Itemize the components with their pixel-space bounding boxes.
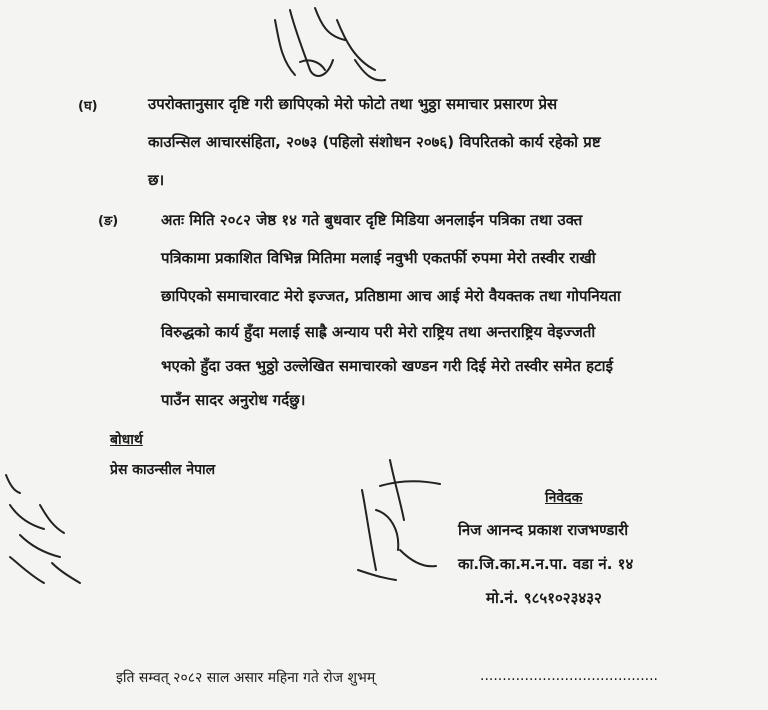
para-nga-line: पाउँन सादर अनुरोध गर्दछु। xyxy=(161,391,306,409)
para-nga-line: पत्रिकामा प्रकाशित विभिन्न मितिमा मलाई नवुभी एकतर्फी रुपमा मेरो तस्वीर राखी xyxy=(161,249,596,267)
top-signature xyxy=(255,0,395,95)
addressee-heading: बोधार्थ xyxy=(110,432,143,448)
para-gha-line: छ। xyxy=(148,171,165,189)
para-nga-line: भएको हुँदा उक्त भुठ्ठो उल्लेखित समाचारको खण्डन गरी दिई मेरो तस्वीर समेत हटाई xyxy=(161,357,613,375)
addressee-org: प्रेस काउन्सील नेपाल xyxy=(110,462,216,478)
para-nga-line: छापिएको समाचारवाट मेरो इज्जत, प्रतिष्ठामा आच आई मेरो वैयक्तक तथा गोपनियता xyxy=(161,287,621,305)
applicant-heading: निवेदक xyxy=(545,490,583,506)
para-nga-line: विरुद्धको कार्य हुँदा मलाई साह्रै अन्याय परी मेरो राष्ट्रिय तथा अन्तराष्ट्रिय वेइज्जती xyxy=(161,323,596,341)
para-gha-line: काउन्सिल आचारसंहिता, २०७३ (पहिलो संशोधन २०७६) विपरितको कार्य रहेको प्रष्ट xyxy=(148,133,601,151)
footer-text: इति सम्वत् २०८२ साल असार महिना गते रोज शुभम् xyxy=(116,670,376,686)
para-nga-line: अतः मिति २०८२ जेष्ठ १४ गते बुधवार दृष्टि मिडिया अनलाईन पत्रिका तथा उक्त xyxy=(161,211,583,229)
para-gha-label: (घ) xyxy=(78,99,98,114)
applicant-address: का.जि.का.म.न.पा. वडा नं. १४ xyxy=(458,555,634,573)
applicant-name: निज आनन्द प्रकाश राजभण्डारी xyxy=(458,521,629,539)
footer-dots: ........................................ xyxy=(480,668,659,684)
para-nga-label: (ङ) xyxy=(98,214,119,229)
para-gha-line: उपरोक्तानुसार दृष्टि गरी छापिएको मेरो फोटो तथा भुठ्ठा समाचार प्रसारण प्रेस xyxy=(148,95,558,113)
left-signature xyxy=(0,465,90,595)
applicant-signature xyxy=(340,450,455,600)
applicant-phone: मो.नं. ९८५१०२३४३२ xyxy=(486,589,602,607)
